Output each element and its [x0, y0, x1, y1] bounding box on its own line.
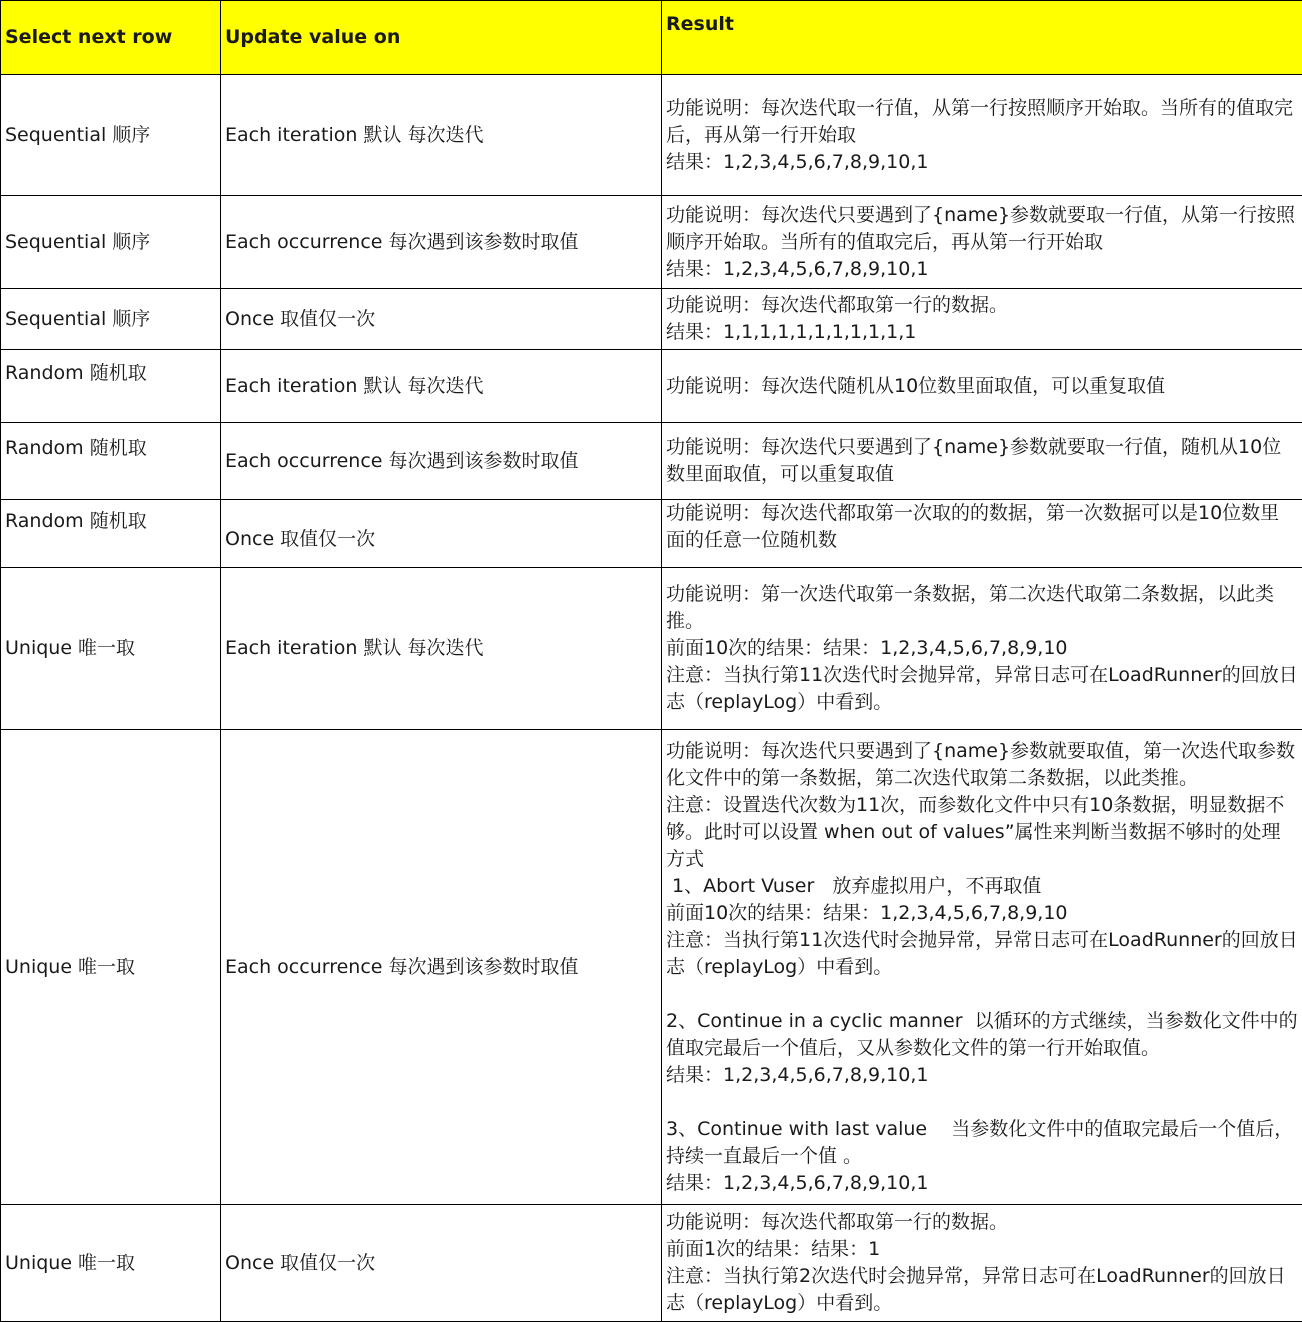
select-next-row-cell: Unique 唯一取: [1, 568, 221, 730]
result-cell: 功能说明：每次迭代随机从10位数里面取值，可以重复取值: [662, 350, 1302, 423]
select-next-row-cell: Sequential 顺序: [1, 75, 221, 196]
update-value-on-cell: Each occurrence 每次遇到该参数时取值: [221, 423, 662, 500]
result-cell: 功能说明：每次迭代都取第一次取的的数据，第一次数据可以是10位数里面的任意一位随机数: [662, 500, 1302, 568]
select-next-row-cell: Sequential 顺序: [1, 196, 221, 289]
table-row: [1, 289, 1302, 350]
select-next-row-cell: Random 随机取: [1, 423, 221, 500]
result-cell: 功能说明：每次迭代都取第一行的数据。 结果：1,1,1,1,1,1,1,1,1,1,1: [662, 289, 1302, 350]
update-value-on-cell: Once 取值仅一次: [221, 1205, 662, 1322]
table-row: [1, 75, 1302, 196]
table-row: [1, 350, 1302, 423]
header-select-next-row: Select next row: [1, 1, 221, 75]
table-row: [1, 1205, 1302, 1322]
result-cell: 功能说明：每次迭代都取第一行的数据。 前面1次的结果：结果：1 注意：当执行第2次迭代时会抛异常，异常日志可在LoadRunner的回放日志（replayLog）中看到。: [662, 1205, 1302, 1322]
result-cell: 功能说明：每次迭代只要遇到了{name}参数就要取一行值，从第一行按照顺序开始取。当所有的值取完后，再从第一行开始取 结果：1,2,3,4,5,6,7,8,9,10,1: [662, 196, 1302, 289]
header-row: [1, 1, 1302, 75]
result-cell: 功能说明：每次迭代只要遇到了{name}参数就要取值，第一次迭代取参数化文件中的第一条数据，第二次迭代取第二条数据，以此类推。 注意：设置迭代次数为11次，而参数化文件中只有10条数据，明显数据不够。此时可以设置 when out of values”属性来判断当数据不够时的处理方式 1、Abort Vuser 放弃虚拟用户，不再取值 前面10次的结果：结果：1,2,3,4,5,6,7,8,9,10 注意：当执行第11次迭代时会抛异常，异常日志可在LoadRunner的回放日志（replayLog）中看到。 2、Continue in a cyclic manner 以循环的方式继续，当参数化文件中的值取完最后一个值后，又从参数化文件的第一行开始取值。 结果：1,2,3,4,5,6,7,8,9,10,1 3、Continue with last value 当参数化文件中的值取完最后一个值后，持续一直最后一个值 。 结果：1,2,3,4,5,6,7,8,9,10,1: [662, 730, 1302, 1205]
update-value-on-cell: Each occurrence 每次遇到该参数时取值: [221, 196, 662, 289]
update-value-on-cell: Each iteration 默认 每次迭代: [221, 75, 662, 196]
result-cell: 功能说明：每次迭代取一行值，从第一行按照顺序开始取。当所有的值取完后，再从第一行开始取 结果：1,2,3,4,5,6,7,8,9,10,1: [662, 75, 1302, 196]
update-value-on-cell: Each iteration 默认 每次迭代: [221, 350, 662, 423]
select-next-row-cell: Random 随机取: [1, 350, 221, 423]
result-cell: 功能说明：第一次迭代取第一条数据，第二次迭代取第二条数据，以此类推。 前面10次的结果：结果：1,2,3,4,5,6,7,8,9,10 注意：当执行第11次迭代时会抛异常，异常日志可在LoadRunner的回放日志（replayLog）中看到。: [662, 568, 1302, 730]
update-value-on-cell: Each iteration 默认 每次迭代: [221, 568, 662, 730]
table-row: [1, 196, 1302, 289]
table-row: [1, 730, 1302, 1205]
table-row: [1, 423, 1302, 500]
select-next-row-cell: Unique 唯一取: [1, 730, 221, 1205]
header-result: Result: [662, 1, 1302, 75]
update-value-on-cell: Once 取值仅一次: [221, 289, 662, 350]
table-row: [1, 500, 1302, 568]
update-value-on-cell: Each occurrence 每次遇到该参数时取值: [221, 730, 662, 1205]
header-update-value-on: Update value on: [221, 1, 662, 75]
select-next-row-cell: Random 随机取: [1, 500, 221, 568]
table-row: [1, 568, 1302, 730]
update-value-on-cell: Once 取值仅一次: [221, 500, 662, 568]
select-next-row-cell: Unique 唯一取: [1, 1205, 221, 1322]
result-cell: 功能说明：每次迭代只要遇到了{name}参数就要取一行值，随机从10位数里面取值，可以重复取值: [662, 423, 1302, 500]
select-next-row-cell: Sequential 顺序: [1, 289, 221, 350]
